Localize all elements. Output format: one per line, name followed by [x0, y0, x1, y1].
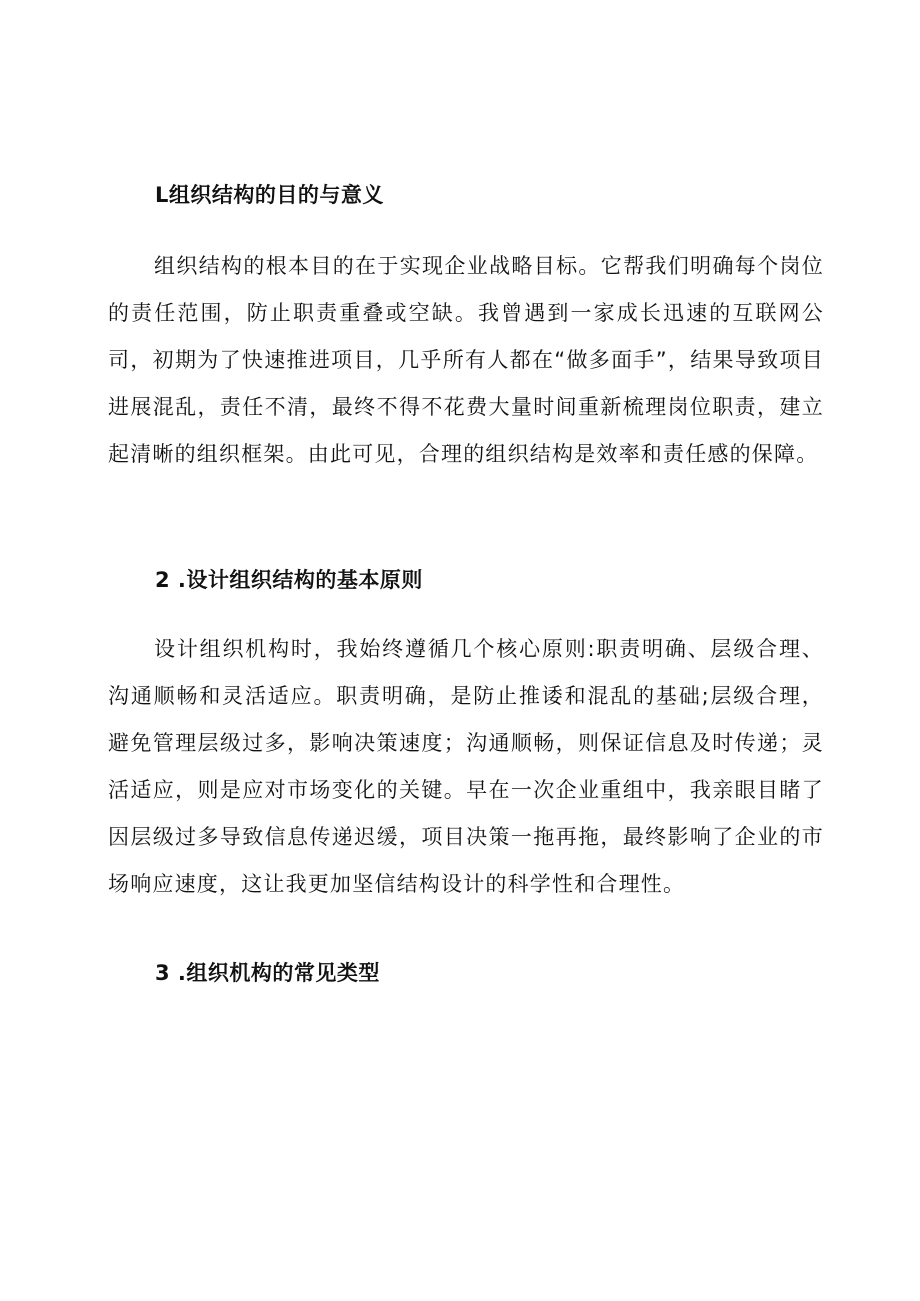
- section-paragraph-purpose: 组织结构的根本目的在于实现企业战略目标。它帮我们明确每个岗位的责任范围，防止职责重叠或空缺。我曾遇到一家成长迅速的互联网公司，初期为了快速推进项目，几乎所有人都在“做多面手”，结果导致项目进展混乱，责任不清，最终不得不花费大量时间重新梳理岗位职责，建立起清晰的组织框架。由此可见，合理的组织结构是效率和责任感的保障。: [108, 254, 824, 466]
- section-paragraph-principles: 设计组织机构时，我始终遵循几个核心原则:职责明确、层级合理、沟通顺畅和灵活适应。职责明确，是防止推诿和混乱的基础;层级合理，避免管理层级过多，影响决策速度；沟通顺畅，则保证信息及时传递；灵活适应，则是应对市场变化的关键。早在一次企业重组中，我亲眼目睹了因层级过多导致信息传递迟缓，项目决策一拖再拖，最终影响了企业的市场响应速度，这让我更加坚信结构设计的科学性和合理性。: [108, 637, 824, 896]
- section-heading-types: 3 .组织机构的常见类型: [155, 961, 380, 985]
- section-heading-principles: 2 .设计组织结构的基本原则: [155, 568, 423, 592]
- section-heading-purpose: L组织结构的目的与意义: [155, 183, 384, 207]
